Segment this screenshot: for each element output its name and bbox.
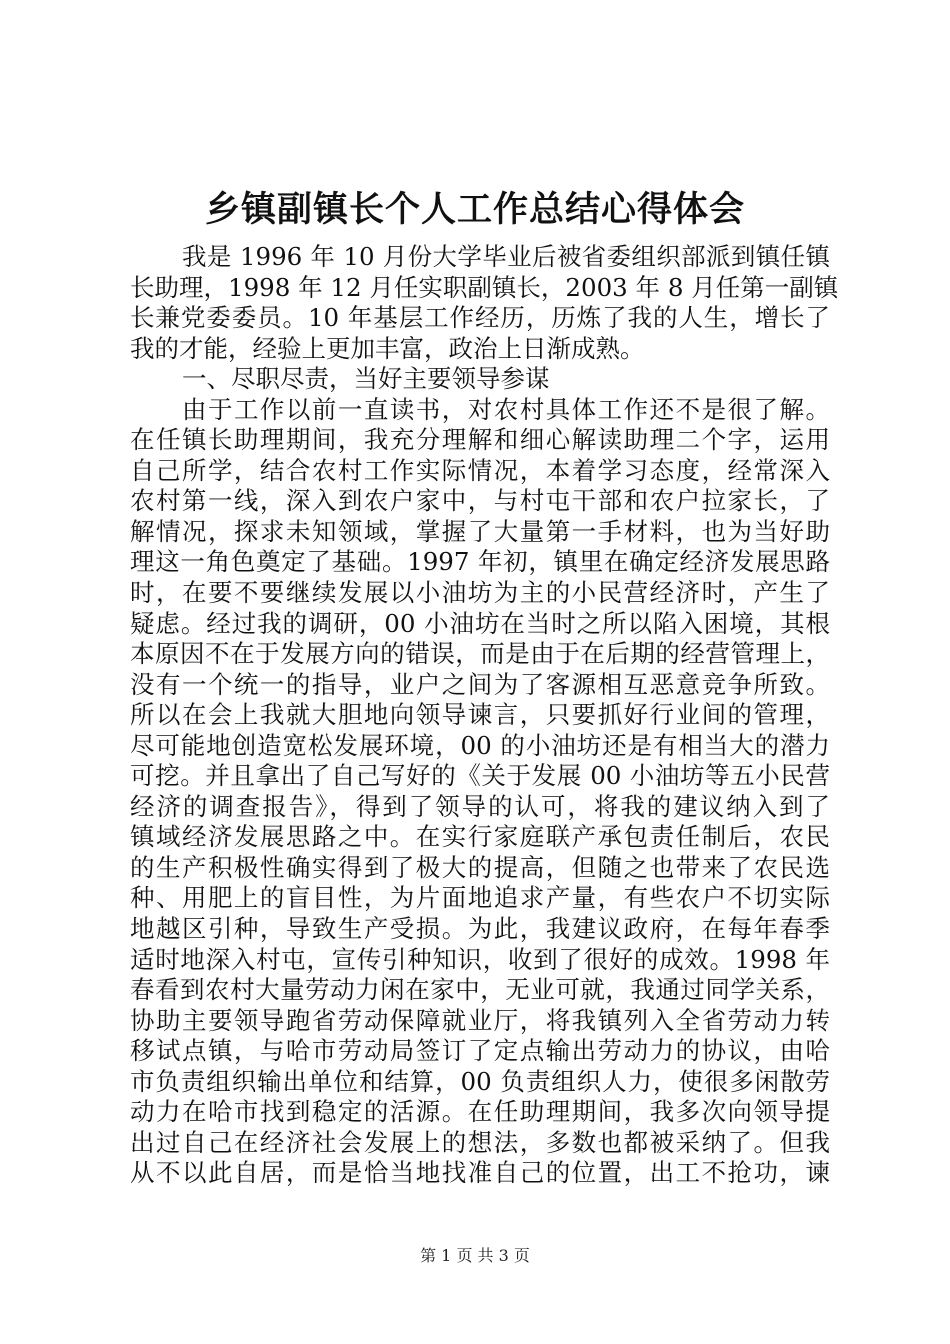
text-line: 没有一个统一的指导，业户之间为了客源相互恶意竞争所致。 [130,669,830,699]
text-line: 春看到农村大量劳动力闲在家中，无业可就，我通过同学关系， [130,975,830,1005]
text-line: 疑虑。经过我的调研，00 小油坊在当时之所以陷入困境，其根 [130,608,830,638]
text-line: 尽可能地创造宽松发展环境，00 的小油坊还是有相当大的潜力 [130,730,830,760]
text-line: 适时地深入村屯，宣传引种知识，收到了很好的成效。1998 年 [130,944,830,974]
text-line: 移试点镇，与哈市劳动局签订了定点输出劳动力的协议，由哈 [130,1036,830,1066]
text-line: 长兼党委委员。10 年基层工作经历，历炼了我的人生，增长了 [130,303,830,333]
text-line: 的生产积极性确实得到了极大的提高，但随之也带来了农民选 [130,852,830,882]
section-heading: 一、尽职尽责，当好主要领导参谋 [182,364,550,394]
text-line: 农村第一线，深入到农户家中，与村屯干部和农户拉家长，了 [130,486,830,516]
text-line: 所以在会上我就大胆地向领导谏言，只要抓好行业间的管理， [130,700,830,730]
document-body [130,242,839,1189]
text-line: 时，在要不要继续发展以小油坊为主的小民营经济时，产生了 [130,578,830,608]
text-line: 经济的调查报告》，得到了领导的认可，将我的建议纳入到了 [130,791,830,821]
text-line: 由于工作以前一直读书，对农村具体工作还不是很了解。 [182,394,830,424]
text-line: 理这一角色奠定了基础。1997 年初，镇里在确定经济发展思路 [130,547,830,577]
text-line: 市负责组织输出单位和结算，00 负责组织人力，使很多闲散劳 [130,1066,830,1096]
text-line: 出过自己在经济社会发展上的想法，多数也都被采纳了。但我 [130,1127,830,1157]
text-line: 镇域经济发展思路之中。在实行家庭联产承包责任制后，农民 [130,822,830,852]
text-line: 种、用肥上的盲目性，为片面地追求产量，有些农户不切实际 [130,883,830,913]
text-line: 本原因不在于发展方向的错误，而是由于在后期的经营管理上， [130,639,830,669]
page-footer: 第 1 页 共 3 页 [420,1246,530,1265]
text-line: 我的才能，经验上更加丰富，政治上日渐成熟。 [130,333,645,363]
document-title: 乡镇副镇长个人工作总结心得体会 [204,189,745,230]
text-line: 解情况，探求未知领域，掌握了大量第一手材料，也为当好助 [130,516,830,546]
text-line: 可挖。并且拿出了自己写好的《关于发展 00 小油坊等五小民营 [130,761,830,791]
text-line: 动力在哈市找到稳定的活源。在任助理期间，我多次向领导提 [130,1097,830,1127]
text-line: 长助理，1998 年 12 月任实职副镇长，2003 年 8 月任第一副镇 [130,272,839,302]
text-line: 协助主要领导跑省劳动保障就业厅，将我镇列入全省劳动力转 [130,1005,830,1035]
text-line: 我是 1996 年 10 月份大学毕业后被省委组织部派到镇任镇 [182,242,830,271]
text-line: 从不以此自居，而是恰当地找准自己的位置，出工不抢功，谏 [130,1158,830,1188]
text-line: 地越区引种，导致生产受损。为此，我建议政府，在每年春季 [130,914,830,944]
text-line: 自己所学，结合农村工作实际情况，本着学习态度，经常深入 [130,455,830,485]
text-line: 在任镇长助理期间，我充分理解和细心解读助理二个字，运用 [130,425,830,455]
